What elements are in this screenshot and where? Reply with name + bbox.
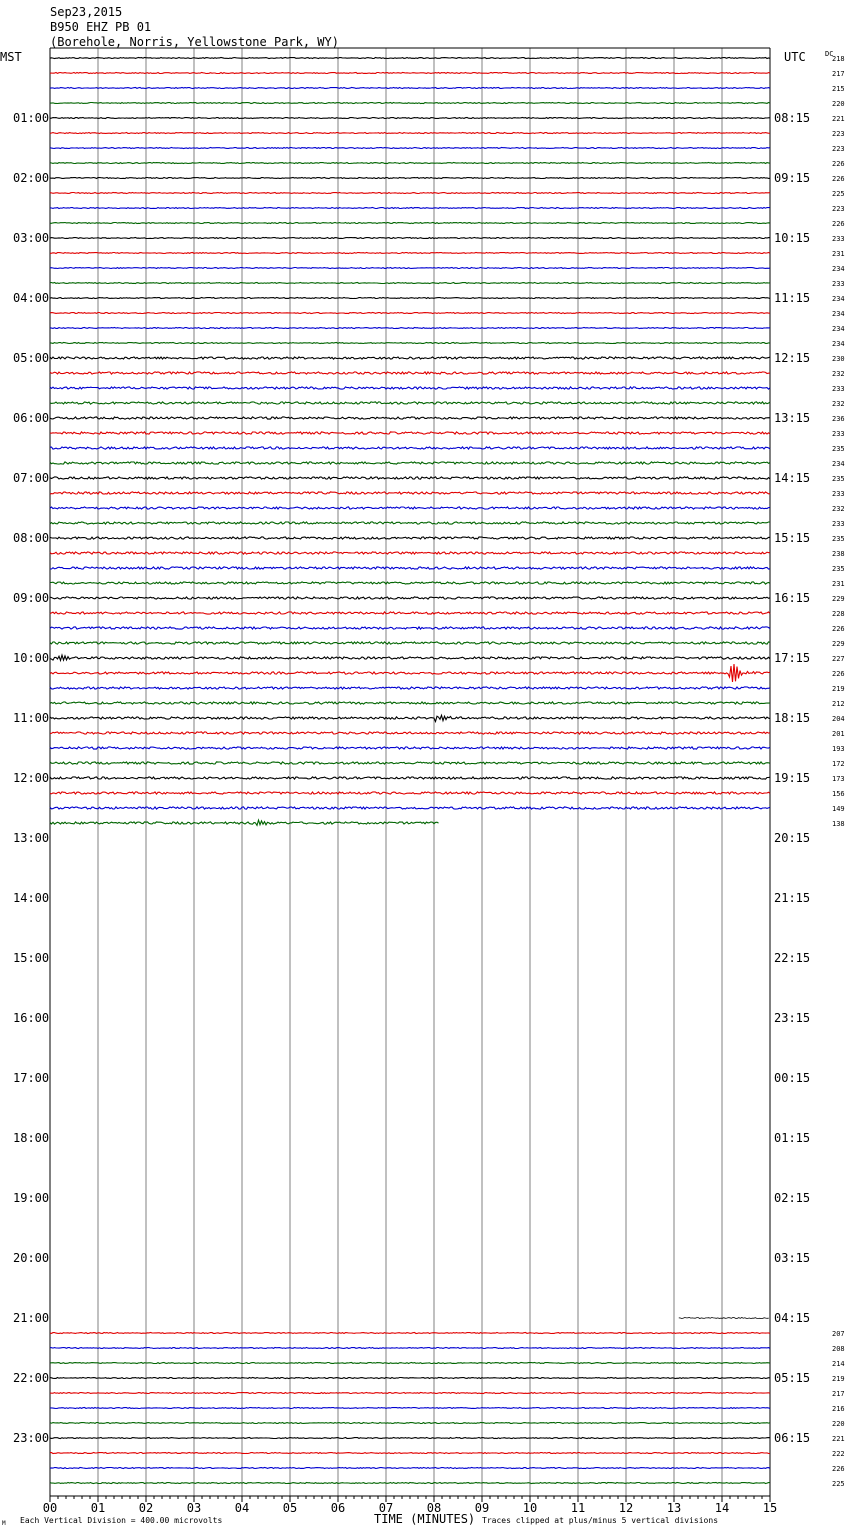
- trace-line: [50, 208, 770, 209]
- trace-line: [50, 1438, 770, 1439]
- x-tick-label: 14: [714, 1501, 730, 1515]
- trace-line: [50, 402, 770, 404]
- dc-value: 233: [832, 430, 845, 438]
- dc-value: 234: [832, 310, 845, 318]
- dc-value: 208: [832, 1345, 845, 1353]
- trace-line: [50, 357, 770, 359]
- trace-line: [50, 687, 770, 689]
- dc-value: 207: [832, 1330, 845, 1338]
- dc-value: 228: [832, 610, 845, 618]
- dc-value: 173: [832, 775, 845, 783]
- right-tz-label: UTC: [784, 50, 806, 64]
- x-tick-label: 01: [90, 1501, 106, 1515]
- trace-line: [50, 163, 770, 164]
- hour-label-mst: 12:00: [13, 771, 50, 785]
- trace-line: [50, 582, 770, 584]
- hour-label-mst: 07:00: [13, 471, 50, 485]
- hour-label-utc: 23:15: [774, 1011, 811, 1025]
- trace-line: [50, 1423, 770, 1424]
- x-tick-label: 00: [42, 1501, 58, 1515]
- hour-label-utc: 13:15: [774, 411, 811, 425]
- hour-label-utc: 10:15: [774, 231, 811, 245]
- trace-line: [50, 193, 770, 194]
- x-tick-label: 09: [474, 1501, 490, 1515]
- dc-value: 226: [832, 220, 845, 228]
- hour-label-mst: 05:00: [13, 351, 50, 365]
- dc-value: 225: [832, 190, 845, 198]
- trace-line: [50, 1378, 770, 1379]
- x-tick-label: 07: [378, 1501, 394, 1515]
- header-date: Sep23,2015: [50, 5, 123, 19]
- hour-label-utc: 15:15: [774, 531, 811, 545]
- hour-label-mst: 08:00: [13, 531, 50, 545]
- trace-line: [50, 238, 770, 239]
- hour-label-mst: 10:00: [13, 651, 50, 665]
- hour-label-mst: 17:00: [13, 1071, 50, 1085]
- dc-value: 238: [832, 550, 845, 558]
- dc-value: 201: [832, 730, 845, 738]
- hour-label-utc: 03:15: [774, 1251, 811, 1265]
- trace-line: [50, 432, 770, 434]
- hour-label-utc: 14:15: [774, 471, 811, 485]
- dc-value: 234: [832, 325, 845, 333]
- dc-value: 223: [832, 145, 845, 153]
- hour-label-utc: 00:15: [774, 1071, 811, 1085]
- trace-line: [50, 477, 770, 479]
- trace-line: [50, 103, 770, 104]
- dc-value: 156: [832, 790, 845, 798]
- hour-label-utc: 18:15: [774, 711, 811, 725]
- dc-value: 217: [832, 1390, 845, 1398]
- trace-line: [50, 447, 770, 449]
- x-tick-label: 05: [282, 1501, 298, 1515]
- x-tick-label: 11: [570, 1501, 586, 1515]
- x-tick-label: 04: [234, 1501, 250, 1515]
- dc-value: 230: [832, 355, 845, 363]
- trace-line: [50, 655, 770, 660]
- hour-label-utc: 20:15: [774, 831, 811, 845]
- hour-label-mst: 23:00: [13, 1431, 50, 1445]
- trace-line: [50, 298, 770, 299]
- trace-line: [50, 702, 770, 704]
- trace-line: [50, 777, 770, 779]
- dc-value: 231: [832, 580, 845, 588]
- trace-line: [50, 1408, 770, 1409]
- hour-label-utc: 22:15: [774, 951, 811, 965]
- dc-value: 214: [832, 1360, 845, 1368]
- hour-label-utc: 06:15: [774, 1431, 811, 1445]
- hour-label-mst: 15:00: [13, 951, 50, 965]
- x-tick-label: 06: [330, 1501, 346, 1515]
- grid: [50, 48, 770, 1496]
- x-tick-label: 02: [138, 1501, 154, 1515]
- x-tick-label: 12: [618, 1501, 634, 1515]
- dc-value: 149: [832, 805, 845, 813]
- dc-label: DC: [825, 50, 834, 58]
- dc-value: 217: [832, 70, 845, 78]
- dc-value: 233: [832, 235, 845, 243]
- dc-value: 226: [832, 160, 845, 168]
- hour-label-utc: 12:15: [774, 351, 811, 365]
- trace-line: [50, 417, 770, 419]
- x-axis-title: TIME (MINUTES): [374, 1512, 476, 1526]
- hour-label-mst: 09:00: [13, 591, 50, 605]
- hour-label-utc: 16:15: [774, 591, 811, 605]
- trace-line: [50, 747, 770, 749]
- left-tz-label: MST: [0, 50, 22, 64]
- trace-line: [50, 268, 770, 269]
- trace-line: [50, 58, 770, 59]
- trace-line: [50, 612, 770, 614]
- dc-value: 220: [832, 100, 845, 108]
- hour-label-mst: 01:00: [13, 111, 50, 125]
- hour-label-mst: 21:00: [13, 1311, 50, 1325]
- dc-value: 172: [832, 760, 845, 768]
- dc-value: 229: [832, 640, 845, 648]
- trace-line: [50, 792, 770, 794]
- hour-label-utc: 08:15: [774, 111, 811, 125]
- hour-label-utc: 11:15: [774, 291, 811, 305]
- trace-line: [679, 1318, 769, 1319]
- x-tick-label: 08: [426, 1501, 442, 1515]
- dc-value: 232: [832, 400, 845, 408]
- scale-note: Each Vertical Division = 400.00 microvolts: [20, 1516, 223, 1525]
- trace-line: [50, 537, 770, 539]
- dc-value: 234: [832, 265, 845, 273]
- trace-line: [50, 313, 770, 314]
- trace-line: [50, 328, 770, 329]
- trace-line: [50, 253, 770, 254]
- dc-value: 233: [832, 520, 845, 528]
- hour-label-mst: 02:00: [13, 171, 50, 185]
- hour-label-mst: 22:00: [13, 1371, 50, 1385]
- dc-value: 218: [832, 55, 845, 63]
- dc-value: 233: [832, 385, 845, 393]
- x-tick-label: 03: [186, 1501, 202, 1515]
- trace-line: [50, 567, 770, 569]
- hour-label-utc: 19:15: [774, 771, 811, 785]
- dc-value: 236: [832, 415, 845, 423]
- trace-line: [50, 642, 770, 644]
- dc-value: 229: [832, 595, 845, 603]
- trace-line: [50, 507, 770, 509]
- hour-label-utc: 17:15: [774, 651, 811, 665]
- trace-line: [50, 664, 770, 682]
- dc-values: [832, 55, 845, 1488]
- dc-value: 221: [832, 1435, 845, 1443]
- trace-line: [50, 715, 770, 721]
- dc-value: 233: [832, 490, 845, 498]
- dc-value: 235: [832, 535, 845, 543]
- trace-line: [50, 1333, 770, 1334]
- hour-label-utc: 09:15: [774, 171, 811, 185]
- dc-value: 226: [832, 1465, 845, 1473]
- trace-line: [50, 118, 770, 119]
- trace-line: [50, 133, 770, 134]
- trace-line: [50, 1453, 770, 1454]
- dc-value: 223: [832, 205, 845, 213]
- hour-label-mst: 03:00: [13, 231, 50, 245]
- trace-line: [50, 1363, 770, 1364]
- dc-value: 220: [832, 1420, 845, 1428]
- dc-value: 234: [832, 295, 845, 303]
- dc-value: 138: [832, 820, 845, 828]
- dc-value: 232: [832, 370, 845, 378]
- corner-mark: M: [2, 1520, 6, 1527]
- trace-line: [50, 462, 770, 464]
- trace-line: [50, 223, 770, 224]
- trace-line: [50, 492, 770, 494]
- hour-label-mst: 04:00: [13, 291, 50, 305]
- dc-value: 226: [832, 670, 845, 678]
- dc-value: 222: [832, 1450, 845, 1458]
- trace-line: [50, 1468, 770, 1469]
- dc-value: 234: [832, 460, 845, 468]
- dc-value: 234: [832, 340, 845, 348]
- trace-line: [50, 1483, 770, 1484]
- dc-value: 223: [832, 130, 845, 138]
- hour-label-utc: 02:15: [774, 1191, 811, 1205]
- dc-value: 226: [832, 625, 845, 633]
- header-station: B950 EHZ PB 01: [50, 20, 152, 34]
- dc-value: 221: [832, 115, 845, 123]
- trace-line: [50, 552, 770, 554]
- trace-group: [50, 58, 770, 1484]
- trace-line: [50, 283, 770, 284]
- trace-line: [50, 762, 770, 764]
- trace-line: [50, 732, 770, 734]
- dc-value: 204: [832, 715, 845, 723]
- x-tick-label: 15: [762, 1501, 778, 1515]
- dc-value: 219: [832, 685, 845, 693]
- dc-value: 231: [832, 250, 845, 258]
- trace-line: [50, 820, 439, 825]
- hour-label-utc: 05:15: [774, 1371, 811, 1385]
- trace-line: [50, 178, 770, 179]
- trace-line: [50, 372, 770, 374]
- dc-value: 235: [832, 445, 845, 453]
- hour-label-utc: 04:15: [774, 1311, 811, 1325]
- hour-label-mst: 20:00: [13, 1251, 50, 1265]
- dc-value: 233: [832, 280, 845, 288]
- trace-line: [50, 343, 770, 344]
- dc-value: 235: [832, 475, 845, 483]
- hour-label-mst: 18:00: [13, 1131, 50, 1145]
- dc-value: 235: [832, 565, 845, 573]
- hour-label-mst: 16:00: [13, 1011, 50, 1025]
- x-tick-label: 13: [666, 1501, 682, 1515]
- hour-label-mst: 06:00: [13, 411, 50, 425]
- trace-line: [50, 73, 770, 74]
- dc-value: 225: [832, 1480, 845, 1488]
- dc-value: 193: [832, 745, 845, 753]
- trace-line: [50, 1393, 770, 1394]
- trace-line: [50, 88, 770, 89]
- header-location: (Borehole, Norris, Yellowstone Park, WY): [50, 35, 339, 49]
- trace-line: [50, 148, 770, 149]
- hour-label-mst: 19:00: [13, 1191, 50, 1205]
- hour-label-mst: 11:00: [13, 711, 50, 725]
- x-tick-label: 10: [522, 1501, 538, 1515]
- hour-label-mst: 13:00: [13, 831, 50, 845]
- dc-value: 226: [832, 175, 845, 183]
- hour-label-utc: 21:15: [774, 891, 811, 905]
- dc-value: 219: [832, 1375, 845, 1383]
- trace-line: [50, 627, 770, 629]
- trace-line: [50, 1348, 770, 1349]
- dc-value: 212: [832, 700, 845, 708]
- dc-value: 232: [832, 505, 845, 513]
- trace-line: [50, 807, 770, 809]
- dc-value: 216: [832, 1405, 845, 1413]
- dc-value: 215: [832, 85, 845, 93]
- trace-line: [50, 387, 770, 389]
- hour-label-mst: 14:00: [13, 891, 50, 905]
- trace-line: [50, 597, 770, 599]
- trace-line: [50, 522, 770, 524]
- hour-label-utc: 01:15: [774, 1131, 811, 1145]
- clip-note: Traces clipped at plus/minus 5 vertical divisions: [482, 1516, 719, 1525]
- dc-value: 227: [832, 655, 845, 663]
